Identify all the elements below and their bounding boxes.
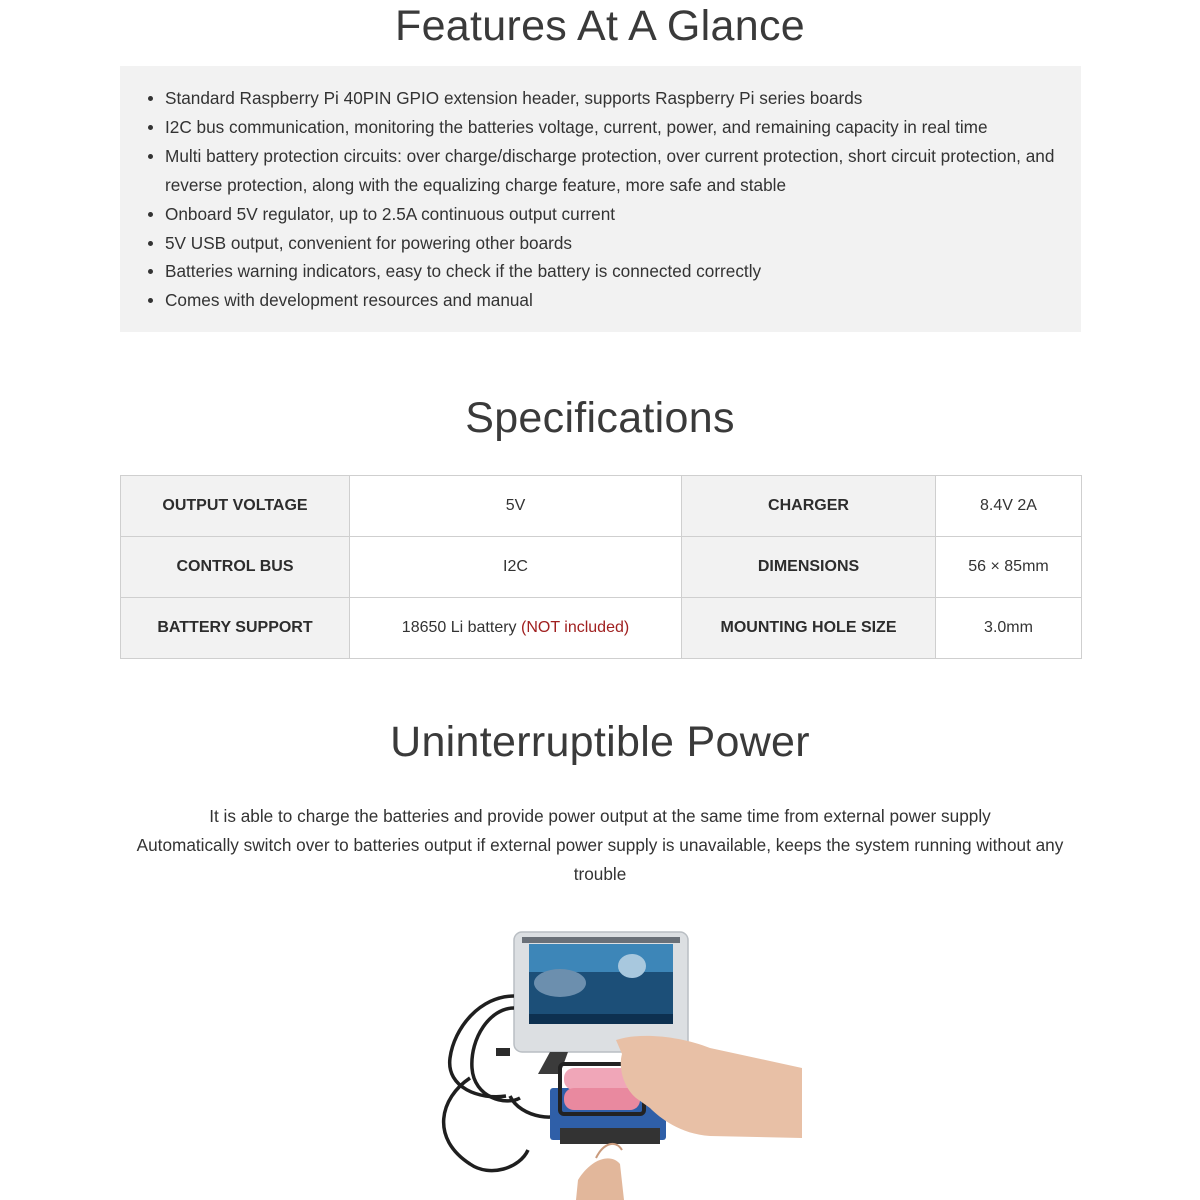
bullet-icon (148, 96, 153, 101)
bullet-icon (148, 154, 153, 159)
spec-key-control-bus: CONTROL BUS (121, 537, 350, 598)
features-list (120, 66, 1081, 315)
spec-key-dimensions: DIMENSIONS (682, 537, 936, 598)
bullet-icon (148, 269, 153, 274)
spec-value-mounting-hole-size: 3.0mm (936, 598, 1082, 659)
spec-value-battery-support (350, 598, 682, 659)
list-item: Standard Raspberry Pi 40PIN GPIO extension header, supports Raspberry Pi series boards (165, 84, 1081, 113)
bullet-icon (148, 241, 153, 246)
spec-key-charger: CHARGER (682, 476, 936, 537)
spec-key-output-voltage: OUTPUT VOLTAGE (121, 476, 350, 537)
list-item: Multi battery protection circuits: over charge/discharge protection, over current protection, short circuit protection, and reverse protection, along with the equalizing charge feature, more safe and stable (165, 142, 1081, 200)
table-row (121, 598, 1082, 659)
bullet-icon (148, 125, 153, 130)
description-line: Automatically switch over to batteries output if external power supply is unavailable, keeps the system running without any trouble (136, 835, 1064, 884)
spec-key-battery-support: BATTERY SUPPORT (121, 598, 350, 659)
table-row (121, 537, 1082, 598)
spec-value-control-bus: I2C (350, 537, 682, 598)
bullet-icon (148, 212, 153, 217)
list-item: I2C bus communication, monitoring the batteries voltage, current, power, and remaining capacity in real time (165, 113, 1081, 142)
spec-value-charger: 8.4V 2A (936, 476, 1082, 537)
spec-value-dimensions: 56 × 85mm (936, 537, 1082, 598)
list-item: Onboard 5V regulator, up to 2.5A continuous output current (165, 200, 1081, 229)
spec-value-output-voltage: 5V (350, 476, 682, 537)
list-item: Batteries warning indicators, easy to check if the battery is connected correctly (165, 257, 1081, 286)
hand (576, 1158, 624, 1200)
features-heading: Features At A Glance (395, 2, 805, 50)
product-photo (410, 928, 802, 1200)
specifications-table (120, 475, 1082, 659)
list-item: Comes with development resources and manual (165, 286, 1081, 315)
list-item: 5V USB output, convenient for powering other boards (165, 229, 1081, 258)
battery-cell (564, 1088, 640, 1110)
uninterruptible-power-heading: Uninterruptible Power (390, 718, 810, 766)
not-included-note: (NOT included) (521, 619, 630, 636)
features-panel (120, 66, 1081, 332)
uninterruptible-power-description (125, 802, 1075, 889)
bullet-icon (148, 298, 153, 303)
description-line: It is able to charge the batteries and provide power output at the same time from external power supply (209, 806, 991, 826)
battery-type: 18650 Li battery (401, 619, 517, 636)
table-row (121, 476, 1082, 537)
spec-key-mounting-hole-size: MOUNTING HOLE SIZE (682, 598, 936, 659)
specifications-heading: Specifications (465, 394, 735, 442)
